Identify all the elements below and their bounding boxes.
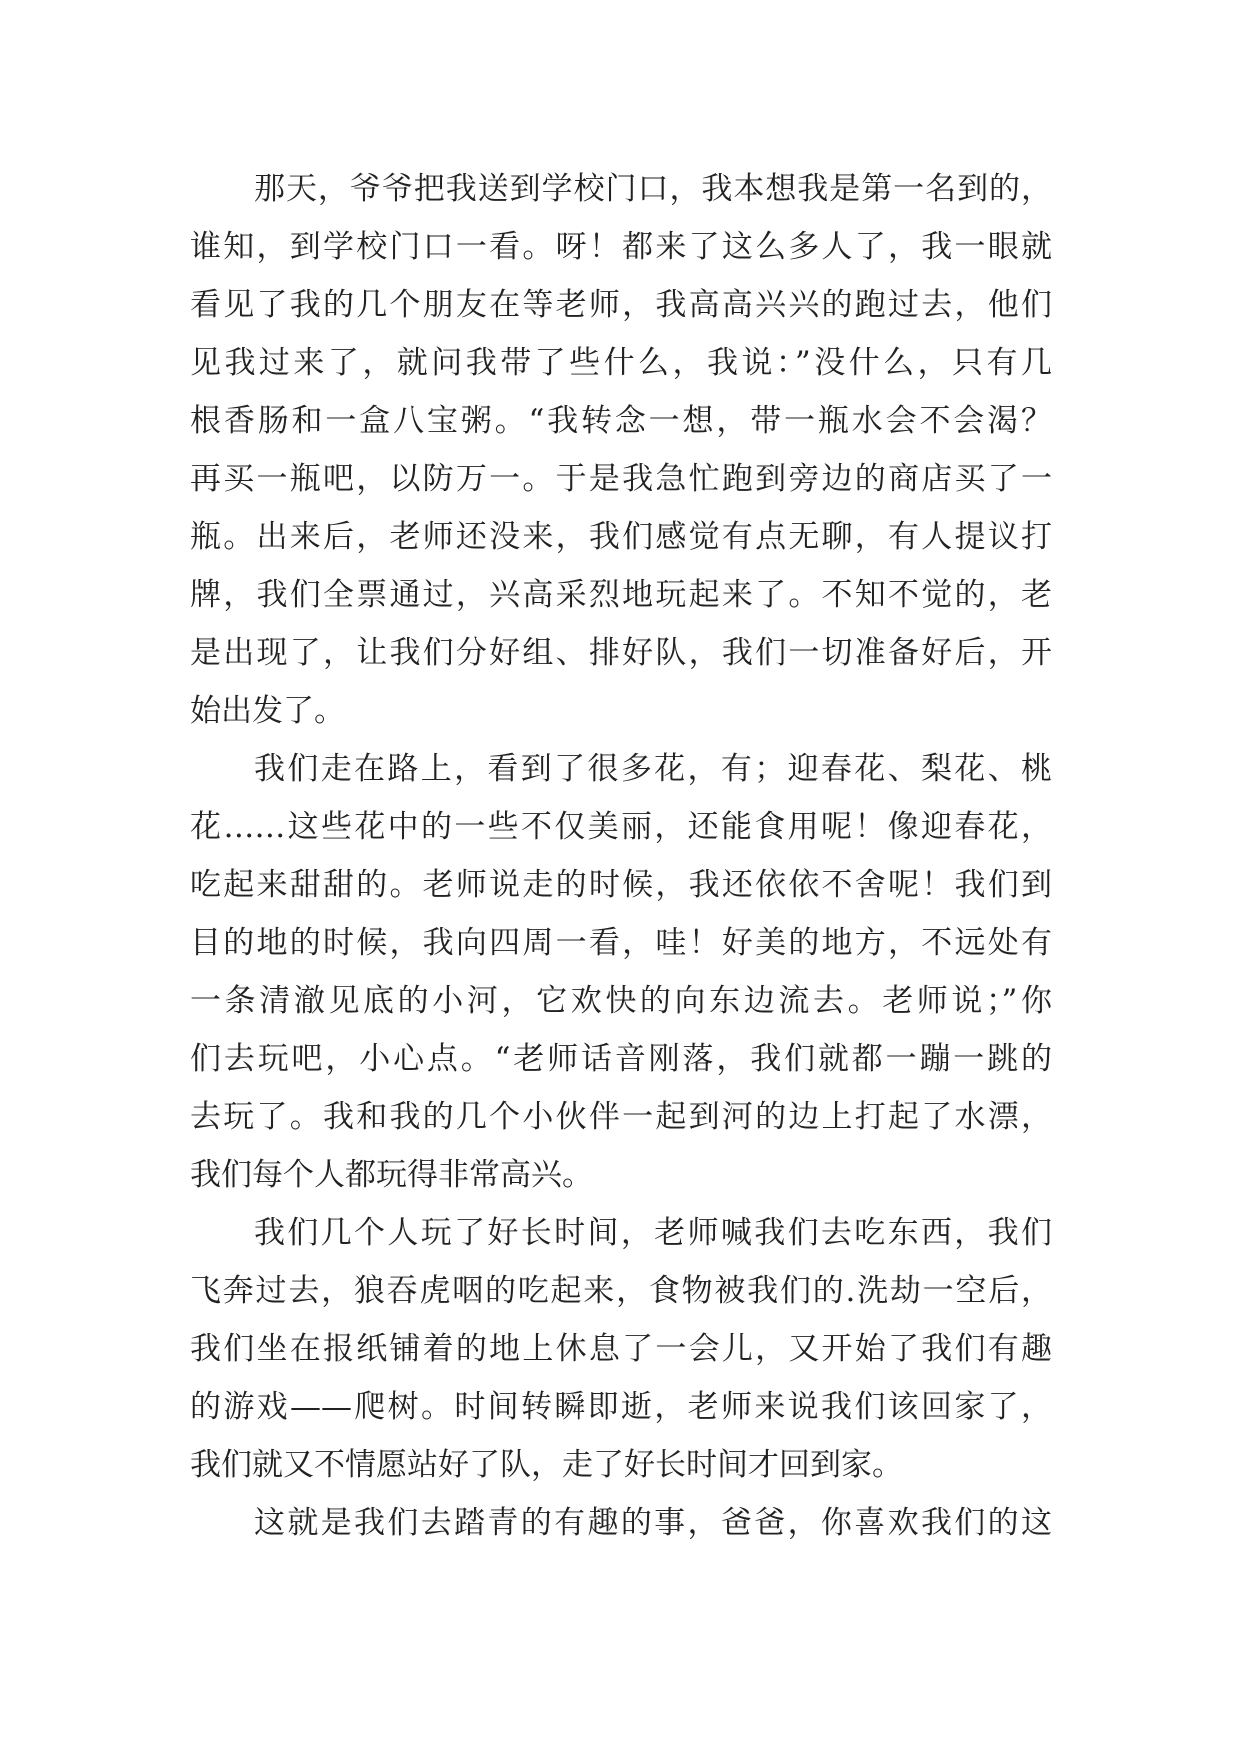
paragraph-2-line-4: 目的地的时候，我向四周一看，哇！好美的地方，不远处有 — [190, 925, 1052, 961]
paragraph-4-line-1: 这就是我们去踏青的有趣的事，爸爸，你喜欢我们的这 — [254, 1505, 1052, 1541]
paragraph-3-line-3: 我们坐在报纸铺着的地上休息了一会儿，又开始了我们有趣 — [190, 1331, 1052, 1367]
paragraph-1-line-2: 谁知，到学校门口一看。呀！都来了这么多人了，我一眼就 — [190, 229, 1052, 265]
paragraph-3-line-1: 我们几个人玩了好长时间，老师喊我们去吃东西，我们 — [254, 1215, 1052, 1251]
paragraph-1-line-8: 牌，我们全票通过，兴高采烈地玩起来了。不知不觉的，老 — [190, 577, 1052, 613]
paragraph-1-line-9: 是出现了，让我们分好组、排好队，我们一切准备好后，开 — [190, 635, 1052, 671]
paragraph-1-line-1: 那天，爷爷把我送到学校门口，我本想我是第一名到的， — [254, 171, 1052, 207]
paragraph-2-line-1: 我们走在路上，看到了很多花，有；迎春花、梨花、桃 — [254, 751, 1052, 787]
paragraph-2-line-8: 我们每个人都玩得非常高兴。 — [190, 1157, 593, 1193]
paragraph-1-line-6: 再买一瓶吧，以防万一。于是我急忙跑到旁边的商店买了一 — [190, 461, 1052, 497]
paragraph-1-line-10: 始出发了。 — [190, 693, 345, 729]
paragraph-3-line-5: 我们就又不情愿站好了队，走了好长时间才回到家。 — [190, 1447, 903, 1483]
paragraph-2-line-7: 去玩了。我和我的几个小伙伴一起到河的边上打起了水漂， — [190, 1099, 1052, 1135]
paragraph-3-line-4: 的游戏——爬树。时间转瞬即逝，老师来说我们该回家了， — [190, 1389, 1052, 1425]
paragraph-2-line-6: 们去玩吧，小心点。“老师话音刚落，我们就都一蹦一跳的 — [190, 1041, 1052, 1077]
paragraph-1-line-5: 根香肠和一盒八宝粥。“我转念一想，带一瓶水会不会渴？ — [190, 403, 1052, 439]
paragraph-1-line-3: 看见了我的几个朋友在等老师，我高高兴兴的跑过去，他们 — [190, 287, 1052, 323]
paragraph-3-line-2: 飞奔过去，狼吞虎咽的吃起来，食物被我们的.洗劫一空后， — [190, 1273, 1052, 1309]
paragraph-1-line-4: 见我过来了，就问我带了些什么，我说：”没什么，只有几 — [190, 345, 1052, 381]
paragraph-2-line-2: 花……这些花中的一些不仅美丽，还能食用呢！像迎春花， — [190, 809, 1052, 845]
paragraph-2-line-3: 吃起来甜甜的。老师说走的时候，我还依依不舍呢！我们到 — [190, 867, 1052, 903]
paragraph-1-line-7: 瓶。出来后，老师还没来，我们感觉有点无聊，有人提议打 — [190, 519, 1052, 555]
paragraph-2-line-5: 一条清澈见底的小河，它欢快的向东边流去。老师说；”你 — [190, 983, 1052, 1019]
